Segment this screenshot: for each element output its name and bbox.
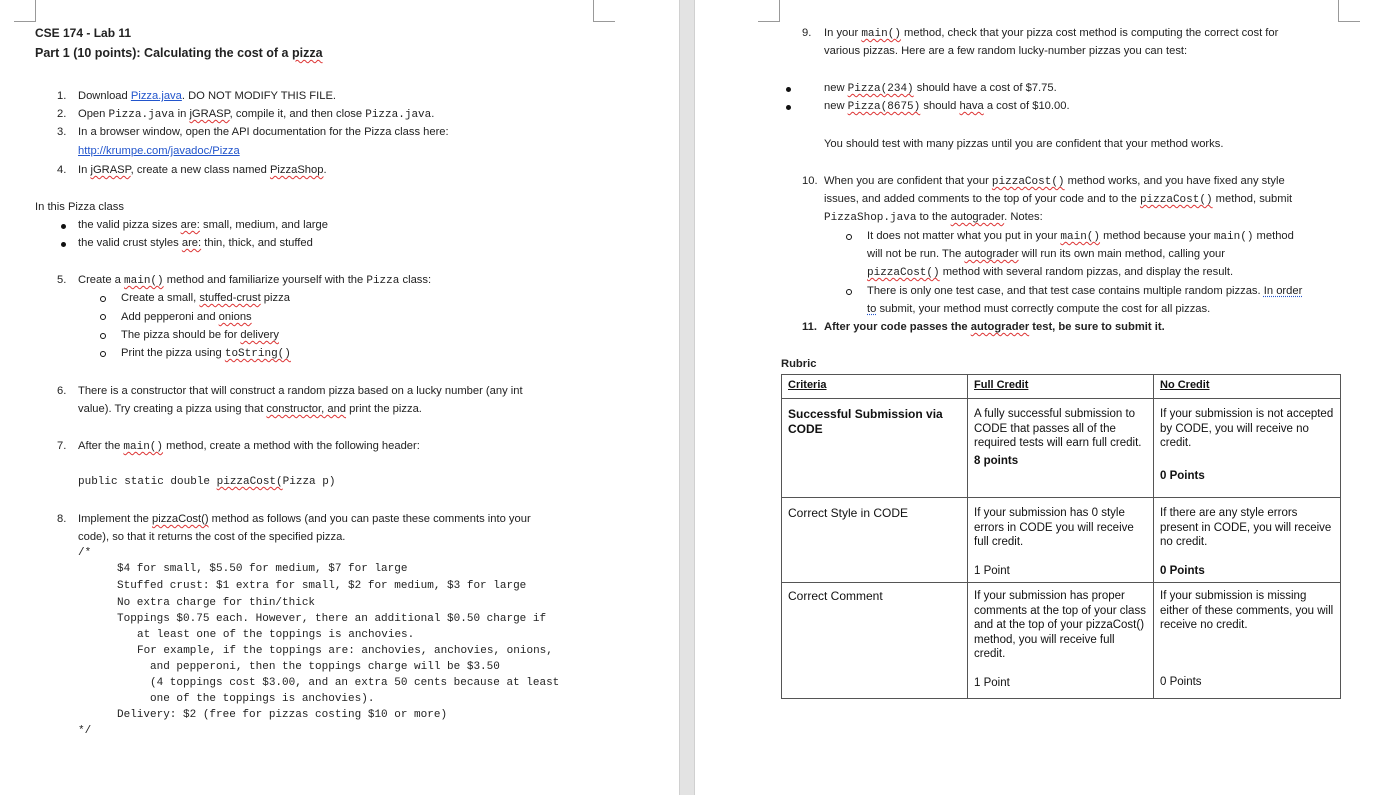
points-label: 1 Point [974, 564, 1010, 577]
method-header-code: public static double pizzaCost(Pizza p) [78, 476, 336, 488]
step-9-line2: various pizzas. Here are a few random lucky-number pizzas you can test: [824, 45, 1188, 57]
step-10: 10. When you are confident that your pizzaCost() method works, and you have fixed any style [802, 175, 1285, 188]
rubric-header-criteria: Criteria [782, 375, 968, 399]
comment-line: at least one of the toppings is anchovies. [137, 629, 415, 641]
note-2-line2: to submit, your method must correctly compute the cost for all pizzas. [867, 303, 1211, 315]
left-page [0, 0, 679, 795]
comment-line: $4 for small, $5.50 for medium, $7 for large [117, 563, 408, 575]
note-1-line2: will not be run. The autograder will run its own main method, calling your [867, 248, 1225, 260]
rubric-no-credit: If there are any style errors present in CODE, you will receive no credit. 0 Points [1154, 498, 1341, 583]
course-title: CSE 174 - Lab 11 [35, 26, 132, 40]
comment-line: No extra charge for thin/thick [117, 597, 316, 609]
rubric-full-credit: If your submission has 0 style errors in CODE you will receive full credit. 1 Point [968, 498, 1154, 583]
comment-line: and pepperoni, then the toppings charge will be $3.50 [150, 661, 500, 673]
step-6: 6. There is a constructor that will construct a random pizza based on a lucky number (any int [57, 385, 523, 397]
api-doc-link[interactable]: http://krumpe.com/javadoc/Pizza [78, 145, 240, 157]
bullet-icon [61, 242, 66, 247]
comment-line: (4 toppings cost $3.00, and an extra 50 cents because at least [150, 677, 560, 689]
bullet-icon [786, 105, 791, 110]
class-bullet: the valid crust styles are: thin, thick, and stuffed [78, 237, 313, 249]
note-2-line1: There is only one test case, and that test case contains multiple random pizzas. In order [867, 285, 1303, 297]
note-1-line1: It does not matter what you put in your main() method because your main() method [867, 230, 1294, 243]
step-10-line3: PizzaShop.java to the autograder. Notes: [824, 211, 1043, 224]
rubric-full-credit: A fully successful submission to CODE that passes all of the required tests will earn full credit. 8 points [968, 399, 1154, 498]
rubric-no-credit: If your submission is missing either of these comments, you will receive no credit. 0 Points [1154, 583, 1341, 699]
comment-line: Stuffed crust: $1 extra for small, $2 for medium, $3 for large [117, 580, 527, 592]
note-1-line3: pizzaCost() method with several random pizzas, and display the result. [867, 266, 1234, 279]
sub-bullet-icon [100, 314, 106, 320]
step-7: 7. After the main() method, create a method with the following header: [57, 440, 420, 453]
rubric-table [781, 374, 1341, 699]
step5-item: Print the pizza using toString() [121, 347, 291, 360]
rubric-criteria: Successful Submission via CODE [782, 399, 968, 498]
test-note: You should test with many pizzas until you are confident that your method works. [824, 138, 1224, 150]
comment-open: /* [78, 547, 92, 559]
step-1: 1. Download Pizza.java. DO NOT MODIFY THIS FILE. [57, 90, 337, 102]
bullet-icon [786, 87, 791, 92]
rubric-row [782, 498, 1341, 583]
rubric-criteria: Correct Comment [782, 583, 968, 699]
comment-line: one of the toppings is anchovies). [150, 693, 375, 705]
rubric-no-credit: If your submission is not accepted by CODE, you will receive no credit. 0 Points [1154, 399, 1341, 498]
points-label: 0 Points [1160, 469, 1205, 482]
rubric-header-full: Full Credit [968, 375, 1154, 399]
rubric-full-credit: If your submission has proper comments at the top of your class and at the top of your pizzaCost() method, you will receive full credit. 1 Point [968, 583, 1154, 699]
margin-corner-mark [593, 0, 615, 22]
margin-corner-mark [14, 0, 36, 22]
right-page [695, 0, 1377, 795]
step5-item: Create a small, stuffed-crust pizza [121, 292, 290, 304]
sub-bullet-icon [846, 234, 852, 240]
margin-corner-mark [1338, 0, 1360, 22]
step-3: 3. In a browser window, open the API documentation for the Pizza class here: [57, 126, 449, 138]
points-label: 1 Point [974, 676, 1010, 689]
step-10-line2: issues, and added comments to the top of your code and to the pizzaCost() method, submit [824, 193, 1293, 206]
comment-close: */ [78, 725, 92, 737]
step-4: 4. In jGRASP, create a new class named PizzaShop. [57, 164, 327, 176]
part-heading: Part 1 (10 points): Calculating the cost of a pizza [35, 46, 323, 60]
in-class-heading: In this Pizza class [35, 201, 124, 213]
sub-bullet-icon [846, 289, 852, 295]
points-label: 0 Points [1160, 675, 1202, 688]
rubric-row [782, 583, 1341, 699]
class-bullet: the valid pizza sizes are: small, medium, and large [78, 219, 328, 231]
step-5: 5. Create a main() method and familiarize yourself with the Pizza class: [57, 274, 432, 287]
rubric-row [782, 399, 1341, 498]
comment-line: Toppings $0.75 each. However, there an additional $0.50 charge if [117, 613, 547, 625]
sub-bullet-icon [100, 351, 106, 357]
step5-item: The pizza should be for delivery [121, 329, 279, 341]
points-label: 8 points [974, 454, 1019, 467]
example-pizza: new Pizza(8675) should hava a cost of $10.00. [824, 100, 1070, 113]
page-gutter [679, 0, 695, 795]
sub-bullet-icon [100, 296, 106, 302]
pizza-java-link[interactable]: Pizza.java [130, 90, 182, 102]
step-8: 8. Implement the pizzaCost() method as follows (and you can paste these comments into your [57, 513, 531, 525]
rubric-criteria: Correct Style in CODE [782, 498, 968, 583]
example-pizza: new Pizza(234) should have a cost of $7.75. [824, 82, 1057, 95]
step-11: 11. After your code passes the autograder test, be sure to submit it. [802, 321, 1165, 333]
step-9: 9. In your main() method, check that your pizza cost method is computing the correct cost for [802, 27, 1279, 40]
rubric-title: Rubric [781, 358, 817, 370]
sub-bullet-icon [100, 333, 106, 339]
comment-line: Delivery: $2 (free for pizzas costing $10 or more) [117, 709, 448, 721]
rubric-header-none: No Credit [1154, 375, 1341, 399]
step-8-line2: code), so that it returns the cost of the specified pizza. [78, 531, 346, 543]
points-label: 0 Points [1160, 564, 1205, 577]
rubric-header-row [782, 375, 1341, 399]
comment-line: For example, if the toppings are: anchovies, anchovies, onions, [137, 645, 553, 657]
step5-item: Add pepperoni and onions [121, 311, 252, 323]
bullet-icon [61, 224, 66, 229]
step-2: 2. Open Pizza.java in jGRASP, compile it, and then close Pizza.java. [57, 108, 435, 121]
step-6-line2: value). Try creating a pizza using that constructor, and print the pizza. [78, 403, 422, 415]
margin-corner-mark [758, 0, 780, 22]
